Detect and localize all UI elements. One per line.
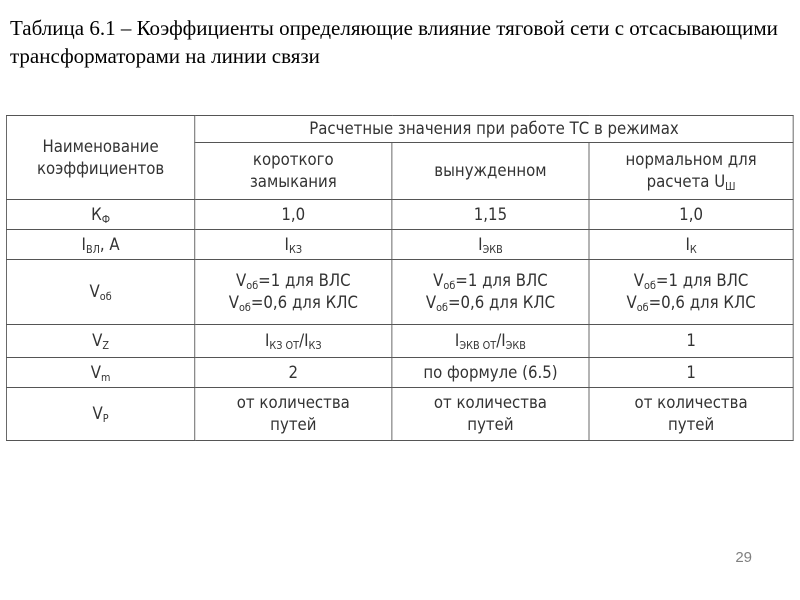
row-name: $V_Z$ (6, 325, 194, 358)
header-group: Расчетные значения при работе ТС в режимах (195, 116, 793, 143)
coefficients-table (6, 115, 794, 441)
table-cell: $I_{ЭКВ}$ (392, 230, 589, 260)
header-mode-forced: вынужденном (392, 143, 589, 200)
header-mode-normal: нормальном для расчета $U_Ш$ (589, 143, 793, 200)
slide-title: Таблица 6.1 – Коэффициенты определяющие влияние тяговой сети с отсасывающими трансформаторами на линии связи (10, 16, 778, 68)
table-cell: от количества путей (195, 388, 392, 441)
page-number: 29 (735, 549, 752, 566)
table-cell: по формуле (6.5) (392, 358, 589, 388)
header-name-line1: Наименование (42, 136, 159, 157)
table-cell: от количества путей (392, 388, 589, 441)
table-row-kf (6, 200, 793, 230)
table-cell: $I_{ЭКВ ОТ}/I_{ЭКВ}$ (392, 325, 589, 358)
table-row-vob (6, 260, 793, 325)
table-cell: 1,0 (589, 200, 793, 230)
table-row-vz (6, 325, 793, 358)
table-row-ivl (6, 230, 793, 260)
row-name: $V_m$ (6, 358, 194, 388)
header-name-line2: коэффициентов (36, 158, 165, 179)
table-cell: $I_{КЗ ОТ}/I_{КЗ}$ (195, 325, 392, 358)
table-cell: $I_{КЗ}$ (195, 230, 392, 260)
header-mode-short-circuit: короткого замыкания (195, 143, 392, 200)
row-name: $К_Ф$ (6, 200, 194, 230)
table-cell: $I_К$ (589, 230, 793, 260)
table-cell: от количества путей (589, 388, 793, 441)
table-cell: $V_{об}=1$ для ВЛС $V_{об}=0,6$ для КЛС (195, 260, 392, 325)
header-name-column (6, 116, 194, 200)
row-name: $V_{об}$ (6, 260, 194, 325)
table-header-row (6, 116, 793, 143)
table-cell: 1,0 (195, 200, 392, 230)
table-cell: 1,15 (392, 200, 589, 230)
table-row-vm (6, 358, 793, 388)
table-cell: $V_{об}=1$ для ВЛС $V_{об}=0,6$ для КЛС (589, 260, 793, 325)
row-name: $I_{ВЛ}$, А (6, 230, 194, 260)
table-cell: 2 (195, 358, 392, 388)
row-name: $V_P$ (6, 388, 194, 441)
table-row-vp (6, 388, 793, 441)
table-cell: $V_{об}=1$ для ВЛС $V_{об}=0,6$ для КЛС (392, 260, 589, 325)
table-cell: 1 (589, 325, 793, 358)
table-cell: 1 (589, 358, 793, 388)
